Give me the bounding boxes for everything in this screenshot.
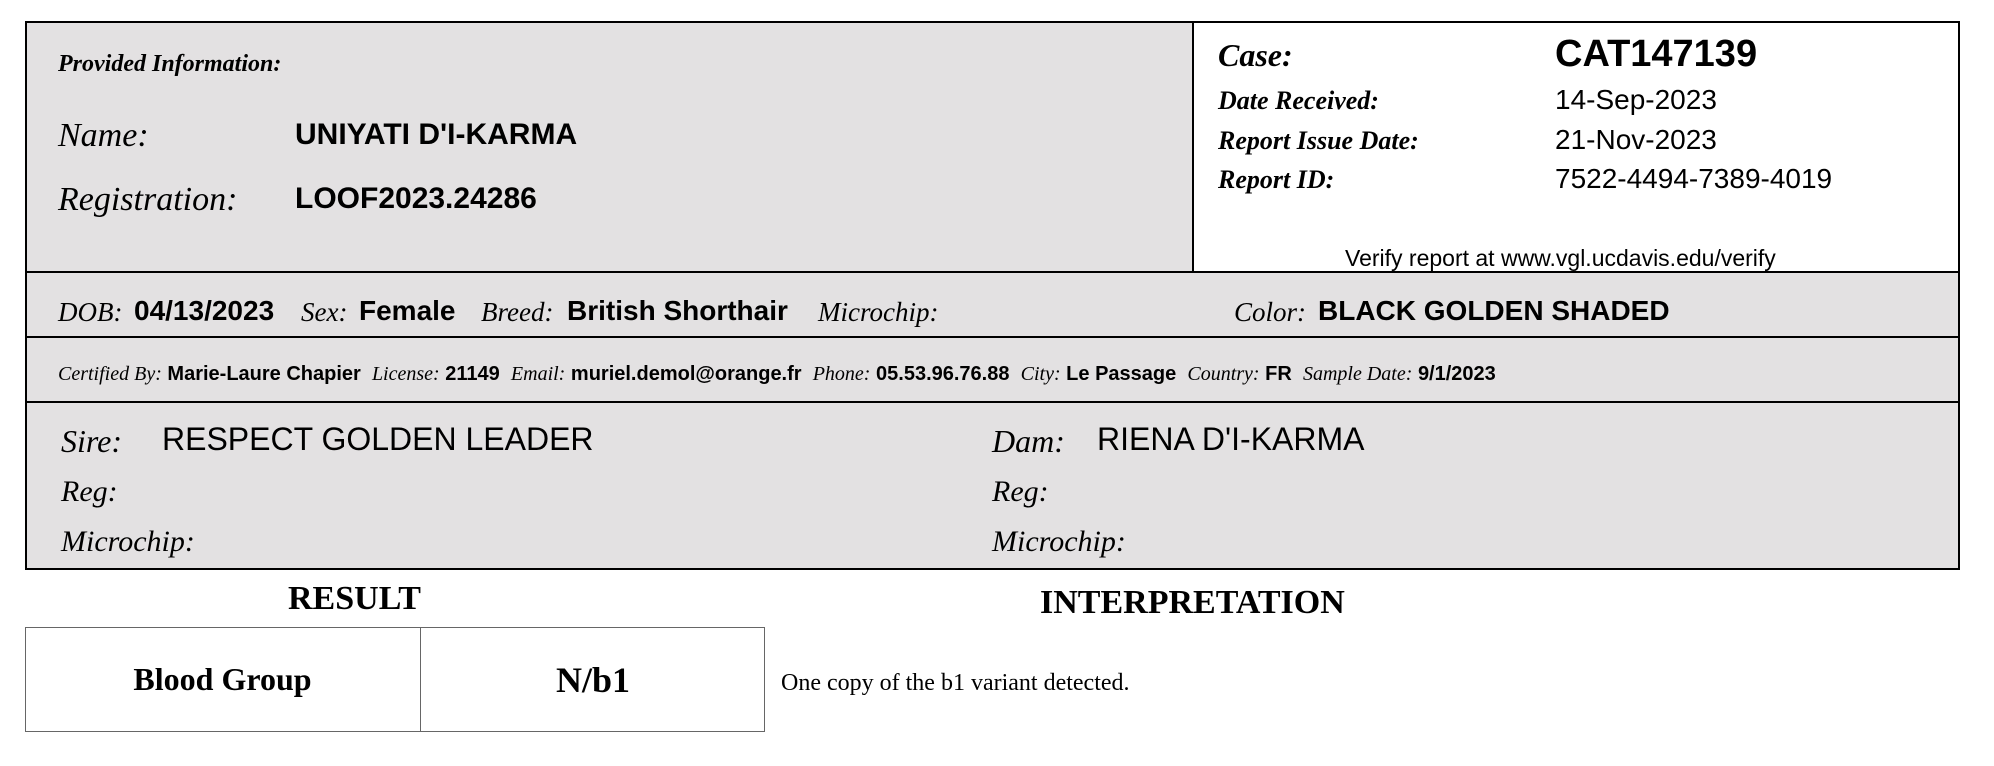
test-result: N/b1	[555, 659, 631, 700]
dob-value: 04/13/2023	[134, 295, 275, 326]
sire-reg-label: Reg:	[61, 475, 118, 508]
license-label: License:	[371, 363, 440, 385]
registration-label: Registration:	[58, 181, 238, 218]
interpretation-text: One copy of the b1 variant detected.	[781, 670, 1130, 696]
breed-label: Breed:	[481, 297, 554, 327]
certified-label: Certified By:	[58, 363, 162, 385]
dam-microchip-label: Microchip:	[992, 525, 1126, 558]
report-id-value: 7522-4494-7389-4019	[1555, 163, 1833, 194]
certified-value: Marie-Laure Chapier	[167, 363, 361, 385]
sample-date-value: 9/1/2023	[1417, 363, 1496, 385]
country-value: FR	[1265, 363, 1292, 385]
certification-line	[58, 363, 1496, 386]
email-label: Email:	[510, 363, 566, 385]
color-label: Color:	[1234, 297, 1307, 327]
phone-value: 05.53.96.76.88	[876, 363, 1010, 385]
license-value: 21149	[445, 363, 500, 385]
breed-value: British Shorthair	[567, 295, 788, 326]
test-name: Blood Group	[133, 661, 312, 697]
name-value: UNIYATI D'I-KARMA	[295, 118, 578, 151]
city-value: Le Passage	[1066, 363, 1177, 385]
interpretation-heading: INTERPRETATION	[1040, 584, 1345, 621]
result-heading: RESULT	[288, 580, 421, 617]
name-label: Name:	[58, 117, 149, 154]
city-label: City:	[1020, 363, 1061, 385]
report-id-label: Report ID:	[1218, 165, 1335, 194]
phone-label: Phone:	[812, 363, 871, 385]
date-received-label: Date Received:	[1218, 86, 1379, 115]
dam-label: Dam:	[992, 423, 1065, 459]
case-value: CAT147139	[1555, 33, 1758, 75]
country-label: Country:	[1187, 363, 1260, 385]
header-divider	[1192, 21, 1194, 273]
date-received-value: 14-Sep-2023	[1555, 84, 1717, 115]
dob-label: DOB:	[58, 297, 123, 327]
sex-value: Female	[359, 295, 456, 326]
issue-date-value: 21-Nov-2023	[1555, 124, 1717, 155]
provided-info-label: Provided Information:	[58, 51, 282, 77]
sex-label: Sex:	[301, 297, 348, 327]
microchip-label: Microchip:	[818, 297, 939, 327]
color-value: BLACK GOLDEN SHADED	[1318, 295, 1670, 326]
email-value: muriel.demol@orange.fr	[570, 363, 802, 385]
dam-value: RIENA D'I-KARMA	[1097, 421, 1365, 457]
sire-label: Sire:	[61, 423, 123, 459]
issue-date-label: Report Issue Date:	[1218, 126, 1419, 155]
sample-date-label: Sample Date:	[1302, 363, 1413, 385]
dam-reg-label: Reg:	[992, 475, 1049, 508]
registration-value: LOOF2023.24286	[295, 182, 537, 215]
sire-value: RESPECT GOLDEN LEADER	[162, 421, 594, 457]
sire-microchip-label: Microchip:	[61, 525, 195, 558]
verify-link[interactable]: Verify report at www.vgl.ucdavis.edu/verify	[1345, 245, 1776, 271]
case-label: Case:	[1218, 37, 1293, 73]
